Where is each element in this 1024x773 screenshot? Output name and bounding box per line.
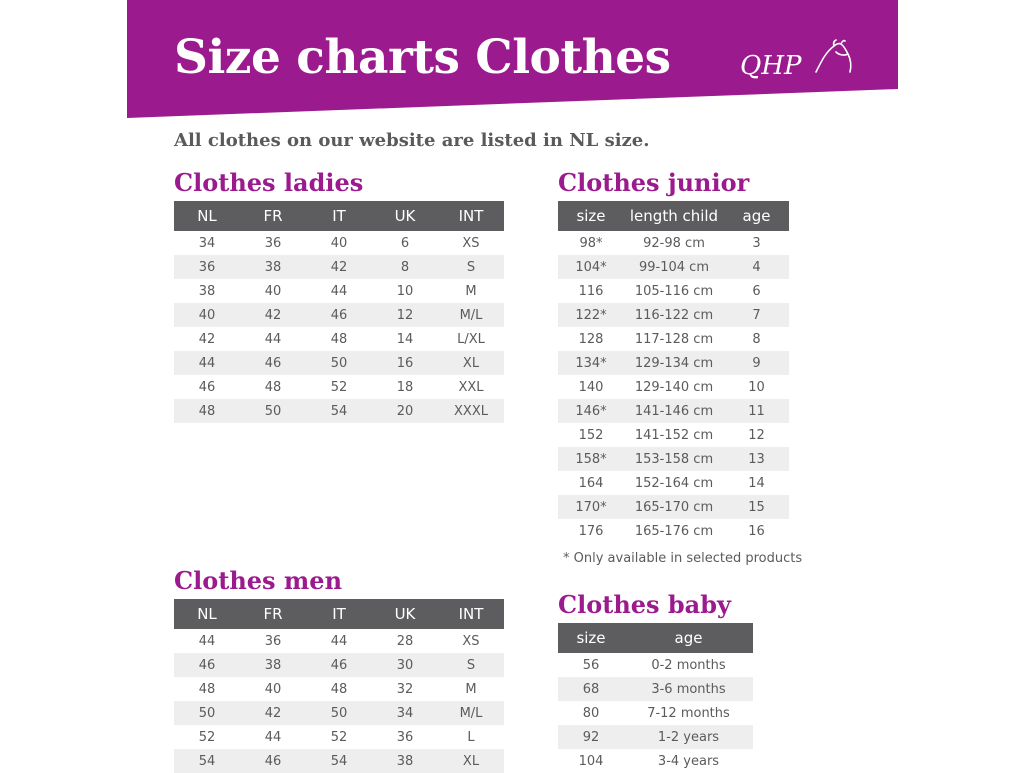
table-cell: 46 <box>198 379 216 395</box>
column-header: age <box>724 201 789 231</box>
table-row <box>558 423 789 447</box>
table-cell: 122* <box>558 303 624 327</box>
table-cell: 13 <box>724 447 789 471</box>
table-cell: XXXL <box>438 399 504 423</box>
table-row <box>174 399 504 423</box>
table-cell: 8 <box>372 255 438 279</box>
column-header: age <box>624 623 753 653</box>
table-cell: 30 <box>372 653 438 677</box>
table-cell: 3-6 months <box>624 677 753 701</box>
table-cell: 104 <box>578 753 604 769</box>
table-cell: 50 <box>306 351 372 375</box>
table-cell: 42 <box>240 303 306 327</box>
baby-title: Clothes baby <box>558 590 731 619</box>
table-cell: 50 <box>174 701 240 725</box>
table-cell: 141-152 cm <box>634 427 714 443</box>
table-row <box>174 677 504 701</box>
table-cell: XL <box>438 749 504 773</box>
table-cell: 46 <box>174 653 240 677</box>
table-cell: 104* <box>558 255 624 279</box>
table-row <box>174 255 504 279</box>
logo-wordmark: QHP <box>740 51 802 81</box>
table-cell: 170* <box>558 495 624 519</box>
table-cell: 34 <box>372 701 438 725</box>
table-cell: 42 <box>198 331 216 347</box>
table-cell: S <box>438 653 504 677</box>
table-cell: 14 <box>748 475 765 491</box>
table-cell: 10 <box>748 379 765 395</box>
table-cell: 14 <box>396 331 414 347</box>
table-row <box>174 749 504 773</box>
column-header: INT <box>438 201 504 231</box>
table-row <box>174 653 504 677</box>
table-row <box>558 303 789 327</box>
table-cell: XS <box>462 235 480 251</box>
table-cell: S <box>438 255 504 279</box>
table-cell: 164 <box>578 475 604 491</box>
table-cell: 140 <box>578 379 604 395</box>
table-row <box>558 677 753 701</box>
table-row <box>558 351 789 375</box>
table-cell: 6 <box>400 235 410 251</box>
table-cell: 52 <box>330 379 348 395</box>
table-cell: 46 <box>240 351 306 375</box>
table-cell: 44 <box>198 633 216 649</box>
junior-title: Clothes junior <box>558 168 750 197</box>
page-title: Size charts Clothes <box>174 30 671 85</box>
table-cell: 54 <box>306 399 372 423</box>
table-row <box>558 375 789 399</box>
table-cell: 48 <box>330 681 348 697</box>
table-cell: 165-170 cm <box>624 495 724 519</box>
table-cell: 44 <box>264 729 282 745</box>
column-header: FR <box>240 599 306 629</box>
table-cell: 50 <box>306 701 372 725</box>
table-cell: 36 <box>264 235 282 251</box>
table-cell: 146* <box>558 399 624 423</box>
table-cell: 46 <box>306 303 372 327</box>
table-cell: 10 <box>396 283 414 299</box>
baby-size-table <box>558 623 753 773</box>
column-header: INT <box>438 599 504 629</box>
table-cell: 68 <box>558 677 624 701</box>
table-cell: 38 <box>198 283 216 299</box>
table-row <box>558 255 789 279</box>
table-cell: M <box>465 681 477 697</box>
table-cell: 9 <box>724 351 789 375</box>
column-header: size <box>558 201 624 231</box>
table-cell: 92 <box>558 725 624 749</box>
table-row <box>558 749 753 773</box>
table-cell: 99-104 cm <box>624 255 724 279</box>
table-cell: 7-12 months <box>647 705 730 721</box>
table-cell: 92-98 cm <box>643 235 705 251</box>
table-row <box>558 447 789 471</box>
table-cell: M <box>465 283 477 299</box>
table-cell: 36 <box>174 255 240 279</box>
column-header: FR <box>240 201 306 231</box>
table-cell: 16 <box>748 523 765 539</box>
table-cell: 116 <box>578 283 604 299</box>
table-cell: 80 <box>582 705 600 721</box>
table-row <box>558 495 789 519</box>
table-row <box>558 231 789 255</box>
brand-logo <box>738 38 854 84</box>
table-row <box>558 519 789 543</box>
table-row <box>558 327 789 351</box>
junior-size-table <box>558 201 789 543</box>
table-cell: 44 <box>174 351 240 375</box>
table-cell: 46 <box>306 653 372 677</box>
column-header: length child <box>624 201 724 231</box>
table-row <box>174 725 504 749</box>
table-cell: 40 <box>330 235 348 251</box>
table-cell: 98* <box>579 235 603 251</box>
table-header-row <box>174 599 504 629</box>
table-cell: 153-158 cm <box>624 447 724 471</box>
table-cell: M/L <box>438 303 504 327</box>
table-cell: 0-2 months <box>651 657 726 673</box>
table-cell: XS <box>462 633 480 649</box>
column-header: size <box>558 623 624 653</box>
table-row <box>558 471 789 495</box>
table-cell: 40 <box>174 303 240 327</box>
table-cell: 18 <box>396 379 414 395</box>
table-cell: 8 <box>752 331 761 347</box>
table-cell: 50 <box>240 399 306 423</box>
table-cell: 165-176 cm <box>634 523 714 539</box>
table-row <box>174 231 504 255</box>
table-row <box>558 279 789 303</box>
table-cell: 16 <box>372 351 438 375</box>
table-cell: 32 <box>396 681 414 697</box>
table-cell: 3 <box>752 235 761 251</box>
column-header: UK <box>372 201 438 231</box>
table-cell: 129-134 cm <box>624 351 724 375</box>
men-title: Clothes men <box>174 566 343 595</box>
table-cell: 6 <box>752 283 761 299</box>
table-cell: 36 <box>396 729 414 745</box>
table-cell: 52 <box>330 729 348 745</box>
table-cell: 105-116 cm <box>634 283 714 299</box>
table-cell: 12 <box>372 303 438 327</box>
table-cell: 52 <box>198 729 216 745</box>
table-cell: 15 <box>724 495 789 519</box>
table-row <box>174 375 504 399</box>
table-cell: 48 <box>330 331 348 347</box>
table-cell: 134* <box>558 351 624 375</box>
table-row <box>174 351 504 375</box>
table-row <box>174 629 504 653</box>
table-cell: 44 <box>330 633 348 649</box>
table-cell: 38 <box>372 749 438 773</box>
table-cell: 48 <box>198 681 216 697</box>
table-row <box>558 653 753 677</box>
table-cell: 141-146 cm <box>624 399 724 423</box>
table-row <box>558 725 753 749</box>
table-cell: 54 <box>306 749 372 773</box>
table-row <box>174 327 504 351</box>
table-cell: M/L <box>438 701 504 725</box>
column-header: NL <box>174 599 240 629</box>
table-header-row <box>558 201 789 231</box>
table-cell: 116-122 cm <box>624 303 724 327</box>
table-row <box>558 701 753 725</box>
table-cell: 28 <box>396 633 414 649</box>
table-cell: 42 <box>306 255 372 279</box>
table-cell: 152-164 cm <box>634 475 714 491</box>
ladies-title: Clothes ladies <box>174 168 364 197</box>
table-row <box>174 279 504 303</box>
men-size-table <box>174 599 504 773</box>
table-cell: 158* <box>558 447 624 471</box>
column-header: NL <box>174 201 240 231</box>
table-cell: 42 <box>240 701 306 725</box>
table-cell: 1-2 years <box>624 725 753 749</box>
table-cell: 38 <box>240 255 306 279</box>
table-cell: 36 <box>264 633 282 649</box>
table-cell: 48 <box>264 379 282 395</box>
column-header: IT <box>306 201 372 231</box>
table-cell: 48 <box>174 399 240 423</box>
intro-text: All clothes on our website are listed in NL size. <box>174 130 650 151</box>
table-cell: 56 <box>582 657 600 673</box>
table-cell: 46 <box>240 749 306 773</box>
table-cell: 176 <box>578 523 604 539</box>
table-cell: 129-140 cm <box>634 379 714 395</box>
junior-footnote: * Only available in selected products <box>563 551 803 566</box>
table-cell: L <box>467 729 475 745</box>
table-cell: 40 <box>264 681 282 697</box>
table-cell: 44 <box>264 331 282 347</box>
table-row <box>174 303 504 327</box>
table-header-row <box>558 623 753 653</box>
table-cell: L/XL <box>457 331 485 347</box>
table-cell: 3-4 years <box>657 753 720 769</box>
table-cell: 128 <box>578 331 604 347</box>
table-cell: 11 <box>724 399 789 423</box>
table-cell: XXL <box>458 379 484 395</box>
table-cell: 12 <box>748 427 765 443</box>
table-cell: 38 <box>240 653 306 677</box>
table-cell: 7 <box>724 303 789 327</box>
table-cell: 117-128 cm <box>634 331 714 347</box>
column-header: IT <box>306 599 372 629</box>
horse-head-logo-icon <box>738 38 854 84</box>
table-cell: 44 <box>330 283 348 299</box>
table-cell: XL <box>438 351 504 375</box>
table-row <box>558 399 789 423</box>
ladies-size-table <box>174 201 504 423</box>
table-header-row <box>174 201 504 231</box>
table-row <box>174 701 504 725</box>
table-cell: 54 <box>174 749 240 773</box>
table-cell: 152 <box>578 427 604 443</box>
table-cell: 34 <box>198 235 216 251</box>
column-header: UK <box>372 599 438 629</box>
table-cell: 40 <box>264 283 282 299</box>
table-cell: 20 <box>372 399 438 423</box>
table-cell: 4 <box>724 255 789 279</box>
